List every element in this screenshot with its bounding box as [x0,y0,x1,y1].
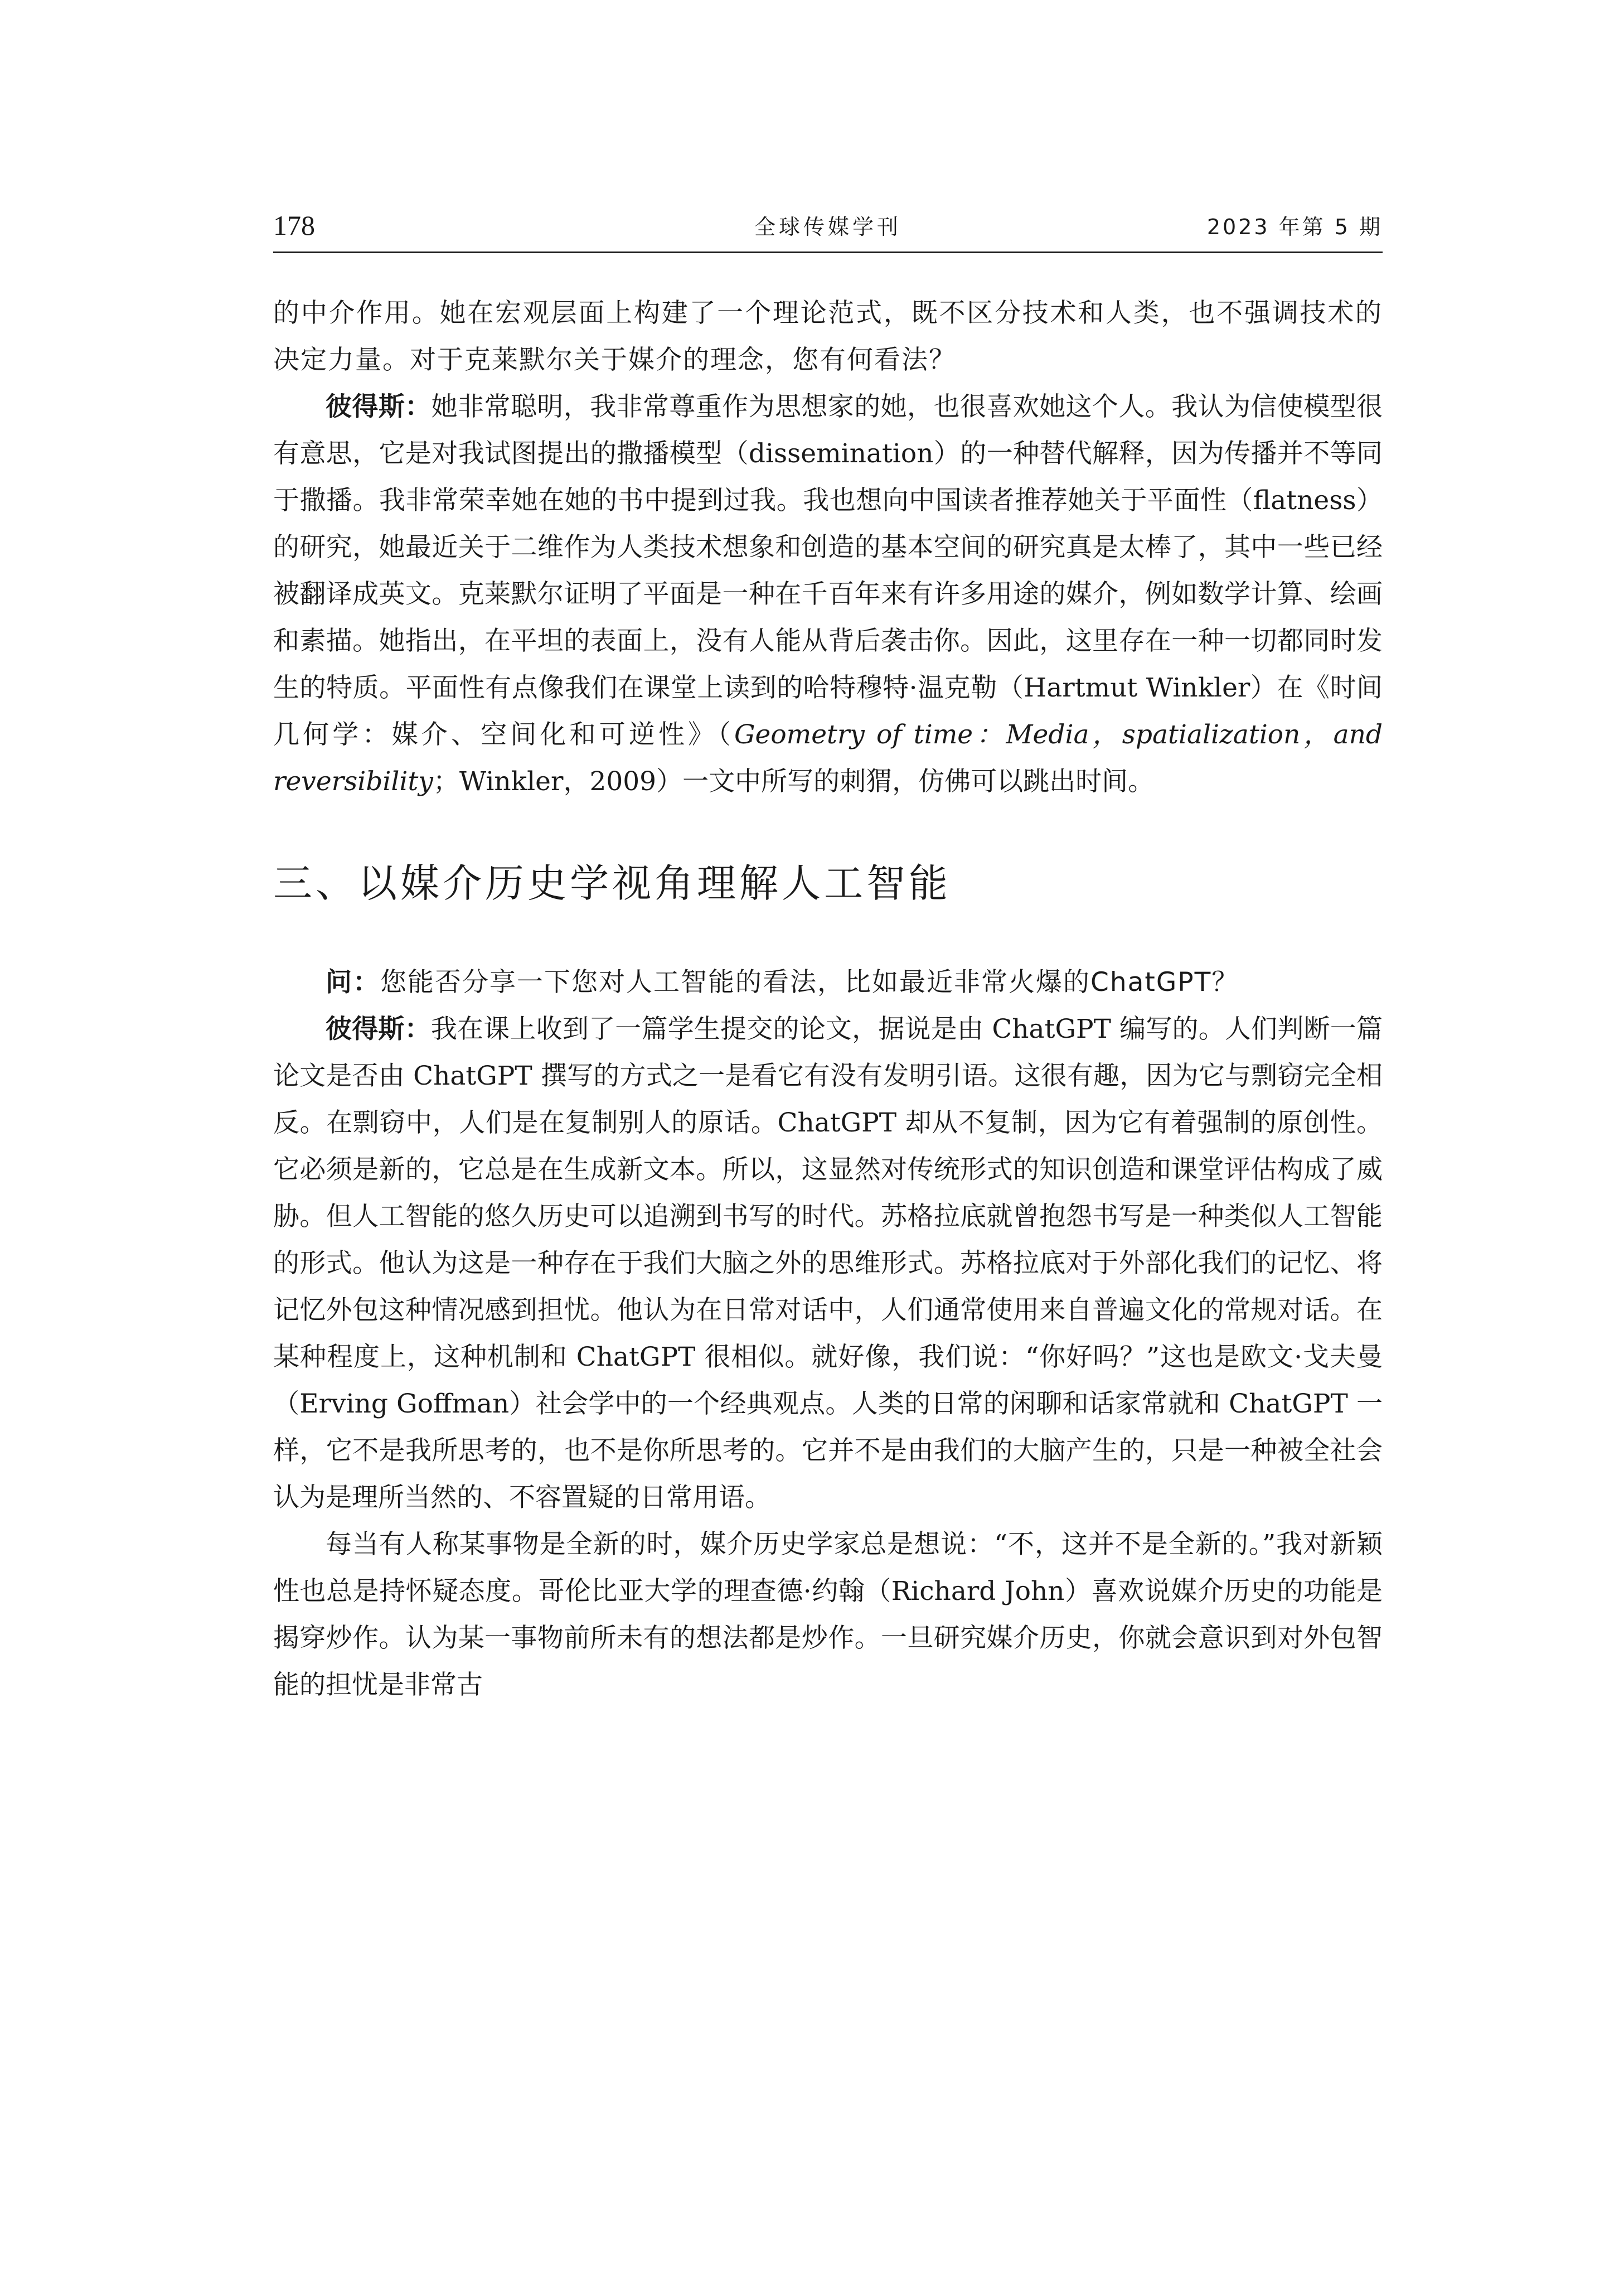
answer-paragraph-1 [273,384,1383,805]
answer-text-end: ；Winkler，2009）一文中所写的刺猬，仿佛可以跳出时间。 [433,766,1155,797]
question-paragraph [273,959,1383,1006]
running-header [273,209,1383,253]
question-continuation [273,290,1383,384]
article-body [273,290,1383,1709]
question-text: 您能否分享一下您对人工智能的看法，比如最近非常火爆的ChatGPT？ [380,967,1239,998]
section-heading: 三、以媒介历史学视角理解人工智能 [273,860,951,906]
question-continuation-text: 的中介作用。她在宏观层面上构建了一个理论范式，既不区分技术和人类，也不强调技术的决定力量。对于克莱默尔关于媒介的理念，您有何看法？ [273,298,1383,375]
question-label: 问： [326,967,380,998]
speaker-label: 彼得斯： [326,1014,431,1044]
book-title-en: Geometry of time：Media，spatialization，and reversibility [273,719,1383,797]
answer-text: 她非常聪明，我非常尊重作为思想家的她，也很喜欢她这个人。我认为信使模型很有意思，它是对我试图提出的撒播模型（dissemination）的一种替代解释，因为传播并不等同于撒播。我非常荣幸她在她的书中提到过我。我也想向中国读者推荐她关于平面性（flatness）的研究，她最近关于二维作为人类技术想象和创造的基本空间的研究真是太棒了，其中一些已经被翻译成英文。克莱默尔证明了平面是一种在千百年来有许多用途的媒介，例如数学计算、绘画和素描。她指出，在平坦的表面上，没有人能从背后袭击你。因此，这里存在一种一切都同时发生的特质。平面性有点像我们在课堂上读到的哈特穆特·温克勒（Hartmut Winkler）在《时间几何学：媒介、空间化和可逆性》（ [273,391,1383,750]
speaker-label: 彼得斯： [326,391,432,422]
page-number: 178 [273,210,315,241]
answer-paragraph-2 [273,1006,1383,1521]
paragraph-text: 每当有人称某事物是全新的时，媒介历史学家总是想说：“不，这并不是全新的。”我对新颖性也总是持怀疑态度。哥伦比亚大学的理查德·约翰（Richard John）喜欢说媒介历史的功能是揭穿炒作。认为某一事物前所未有的想法都是炒作。一旦研究媒介历史，你就会意识到对外包智能的担忧是非常古 [273,1529,1383,1700]
issue-label: 2023 年第 5 期 [1206,215,1383,239]
journal-title: 全球传媒学刊 [754,215,901,239]
answer-text: 我在课上收到了一篇学生提交的论文，据说是由 ChatGPT 编写的。人们判断一篇论文是否由 ChatGPT 撰写的方式之一是看它有没有发明引语。这很有趣，因为它与剽窃完全相反。在剽窃中，人们是在复制别人的原话。ChatGPT 却从不复制，因为它有着强制的原创性。它必须是新的，它总是在生成新文本。所以，这显然对传统形式的知识创造和课堂评估构成了威胁。但人工智能的悠久历史可以追溯到书写的时代。苏格拉底就曾抱怨书写是一种类似人工智能的形式。他认为这是一种存在于我们大脑之外的思维形式。苏格拉底对于外部化我们的记忆、将记忆外包这种情况感到担忧。他认为在日常对话中，人们通常使用来自普遍文化的常规对话。在某种程度上，这种机制和 ChatGPT 很相似。就好像，我们说：“你好吗？”这也是欧文·戈夫曼（Erving Goffman）社会学中的一个经典观点。人类的日常的闲聊和话家常就和 ChatGPT 一样，它不是我所思考的，也不是你所思考的。它并不是由我们的大脑产生的，只是一种被全社会认为是理所当然的、不容置疑的日常用语。 [273,1014,1383,1513]
answer-paragraph-3 [273,1521,1383,1709]
